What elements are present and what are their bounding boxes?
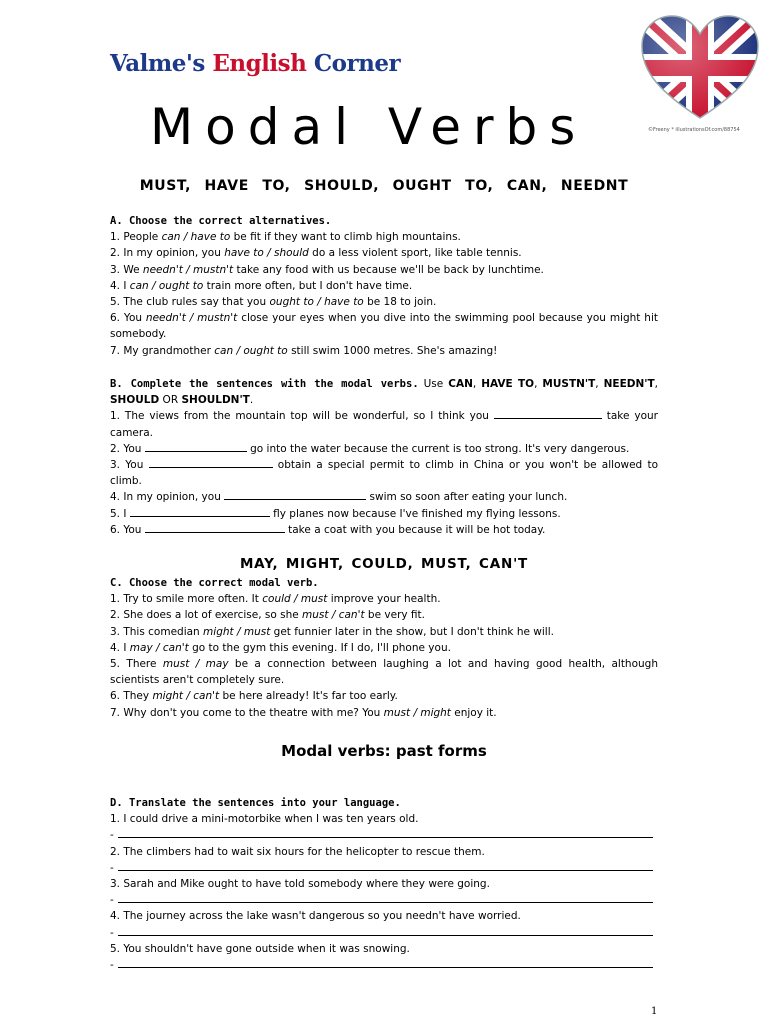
answer-blank[interactable] [149, 457, 273, 468]
list-item: 4. In my opinion, you swim so soon after eating your lunch. [110, 491, 568, 504]
section-b [110, 376, 658, 538]
brand-part-3: Corner [306, 50, 401, 77]
list-item: 4. The journey across the lake wasn't dangerous so you needn't have worried. [110, 910, 521, 923]
section-a [110, 213, 658, 359]
list-item: 6. You take a coat with you because it will be hot today. [110, 523, 546, 536]
list-item: 5. The club rules say that you ought to / have to be 18 to join. [110, 296, 437, 309]
past-forms-heading: Modal verbs: past forms [281, 742, 487, 760]
section-d-heading: D. Translate the sentences into your language. [110, 797, 401, 809]
list-item: 5. I fly planes now because I've finished my flying lessons. [110, 507, 561, 520]
list-item: 2. In my opinion, you have to / should do a less violent sport, like table tennis. [110, 247, 522, 260]
list-item: 6. You needn't / mustn't close your eyes when you dive into the swimming pool because you might hit somebody. [110, 312, 658, 341]
list-item: 3. Sarah and Mike ought to have told somebody where they were going. [110, 878, 490, 891]
answer-line[interactable]: - [110, 957, 658, 973]
section-a-heading: A. Choose the correct alternatives. [110, 215, 332, 227]
page-title: Modal Verbs [150, 98, 588, 156]
answer-line[interactable]: - [110, 827, 658, 843]
list-item: 5. There must / may be a connection between laughing a lot and having good health, although scientists aren't completely sure. [110, 658, 658, 687]
answer-line[interactable]: - [110, 892, 658, 908]
verb-list-2: MAY, MIGHT, COULD, MUST, CAN'T [239, 556, 529, 572]
image-credit: ©Freeny * illustrationsOf.com/88754 [648, 127, 740, 133]
section-c [110, 575, 658, 721]
list-item: 3. You obtain a special permit to climb in China or you won't be allowed to climb. [110, 459, 658, 488]
list-item: 7. Why don't you come to the theatre with me? You must / might enjoy it. [110, 706, 497, 719]
answer-blank[interactable] [130, 506, 270, 517]
answer-blank[interactable] [145, 522, 285, 533]
list-item: 1. I could drive a mini-motorbike when I was ten years old. [110, 813, 419, 826]
answer-line[interactable]: - [110, 860, 658, 876]
answer-blank[interactable] [224, 489, 366, 500]
section-d [110, 795, 658, 973]
list-item: 6. They might / can't be here already! It's far too early. [110, 690, 398, 703]
list-item: 2. She does a lot of exercise, so she must / can't be very fit. [110, 609, 426, 622]
page-number: 1 [651, 1006, 658, 1017]
brand-logo [110, 50, 400, 77]
list-item: 2. The climbers had to wait six hours for the helicopter to rescue them. [110, 845, 485, 858]
list-item: 1. People can / have to be fit if they want to climb high mountains. [110, 231, 461, 244]
list-item: 3. We needn't / mustn't take any food with us because we'll be back by lunchtime. [110, 263, 544, 276]
answer-blank[interactable] [145, 441, 247, 452]
section-b-heading: B. Complete the sentences with the modal verbs. Use CAN, HAVE TO, MUSTN'T, NEEDN'T, SHOULD OR SHOULDN'T. [110, 378, 658, 407]
list-item: 2. You go into the water because the current is too strong. It's very dangerous. [110, 442, 630, 455]
brand-part-2: English [212, 50, 307, 77]
list-item: 4. I may / can't go to the gym this evening. If I do, I'll phone you. [110, 641, 451, 654]
list-item: 1. Try to smile more often. It could / must improve your health. [110, 593, 441, 606]
section-c-heading: C. Choose the correct modal verb. [110, 577, 319, 589]
verb-list-1: MUST, HAVE TO, SHOULD, OUGHT TO, CAN, NEEDNT [139, 178, 629, 194]
list-item: 5. You shouldn't have gone outside when it was snowing. [110, 942, 410, 955]
list-item: 3. This comedian might / must get funnier later in the show, but I don't think he will. [110, 625, 554, 638]
list-item: 4. I can / ought to train more often, but I don't have time. [110, 279, 413, 292]
answer-line[interactable]: - [110, 925, 658, 941]
union-jack-heart-icon [640, 14, 760, 124]
brand-part-1: Valme's [110, 50, 213, 77]
list-item: 7. My grandmother can / ought to still swim 1000 metres. She's amazing! [110, 344, 498, 357]
list-item: 1. The views from the mountain top will be wonderful, so I think you take your camera. [110, 410, 658, 439]
answer-blank[interactable] [494, 408, 602, 419]
